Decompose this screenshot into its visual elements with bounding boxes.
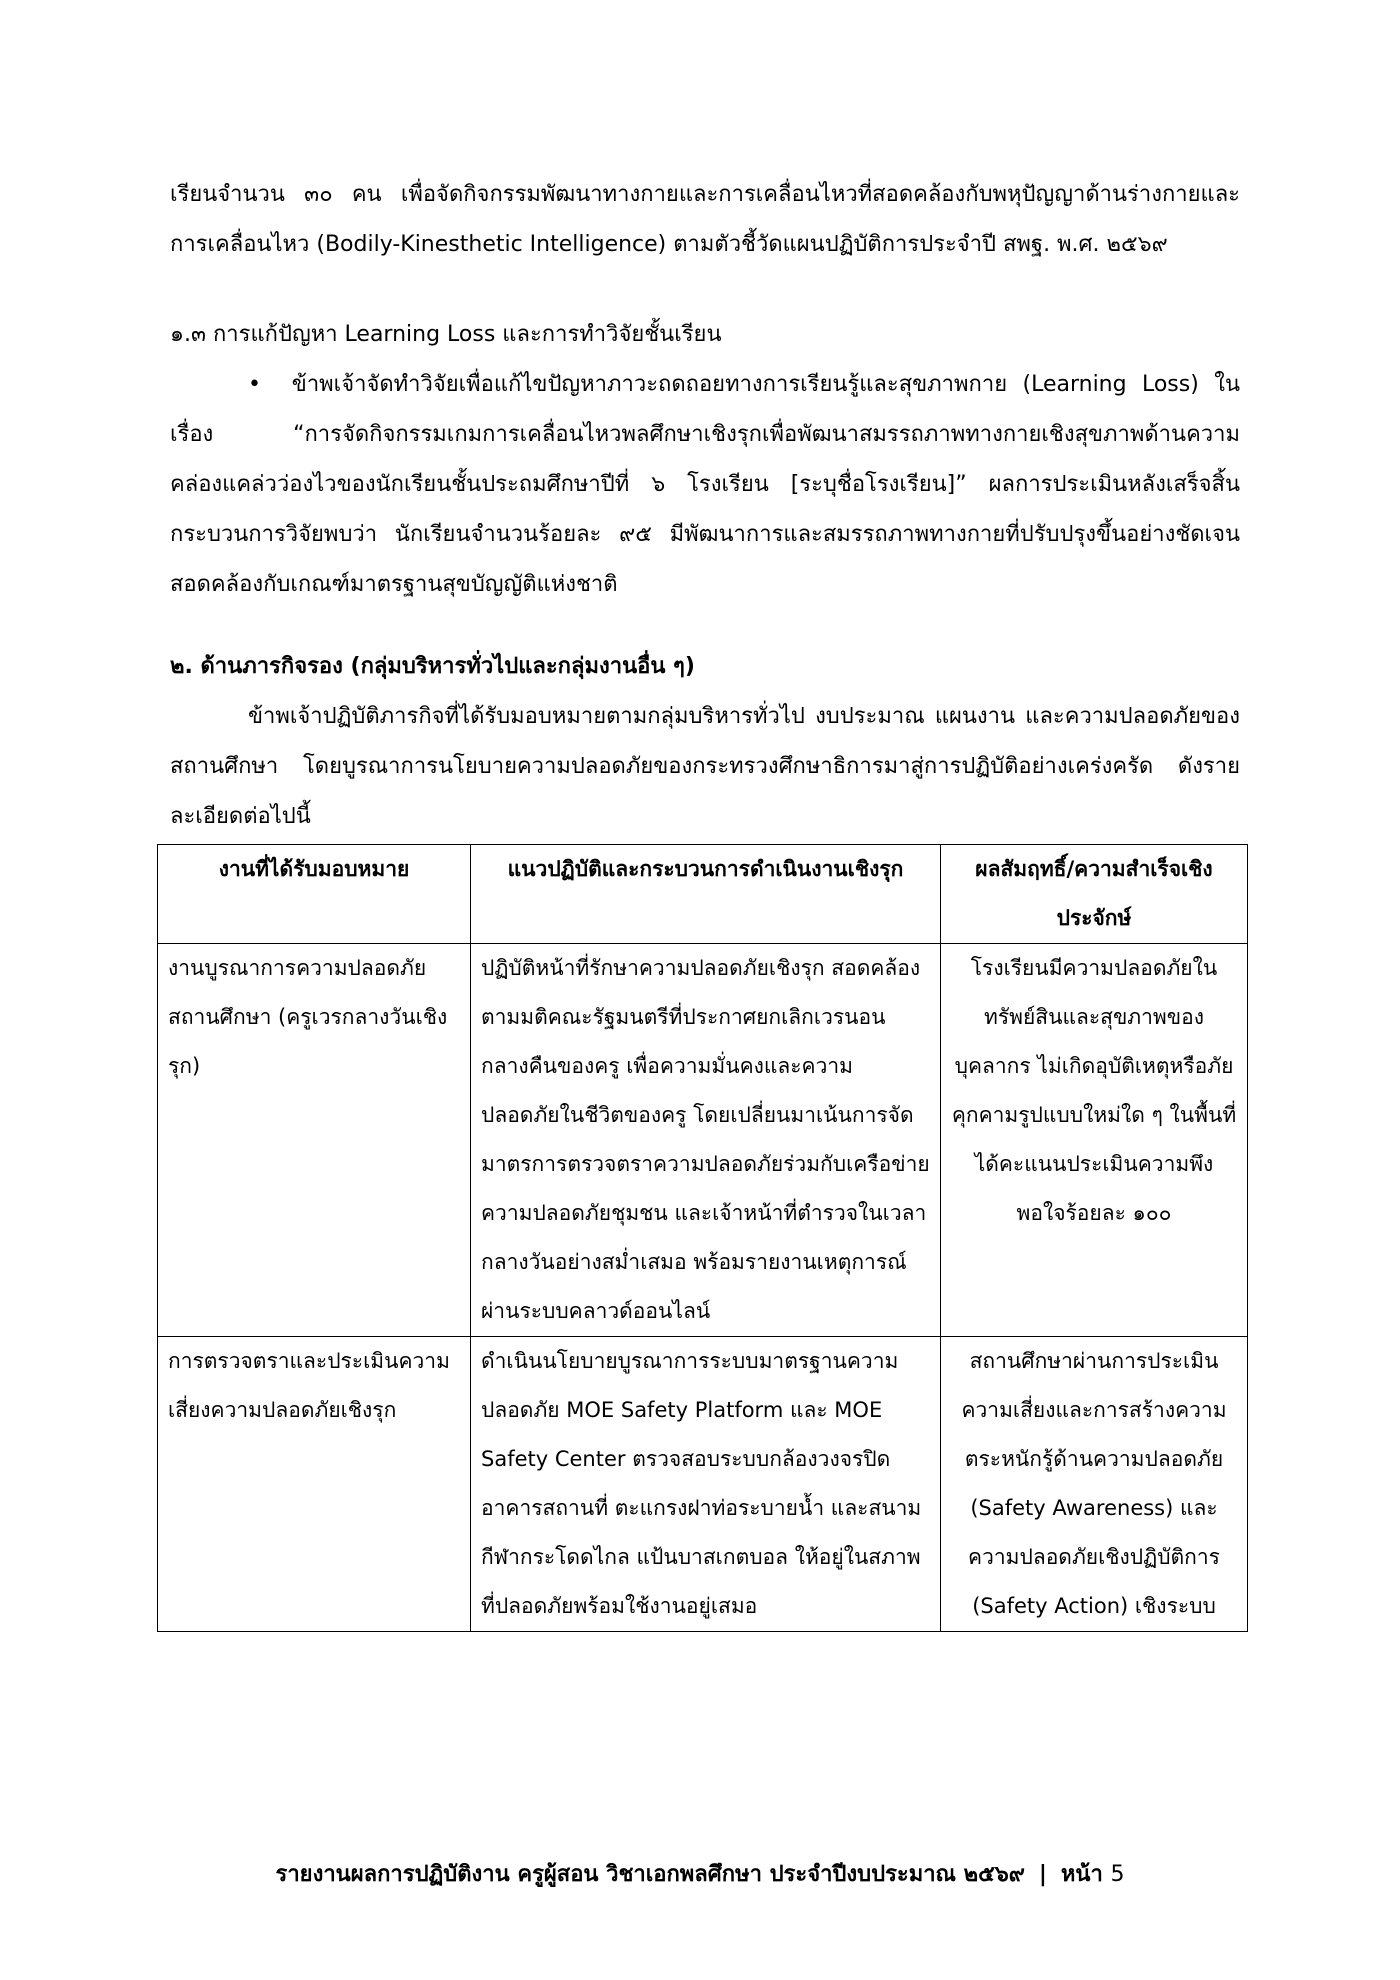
page-footer bbox=[0, 1856, 1400, 1891]
spacer bbox=[170, 610, 1240, 642]
cell-task: งานบูรณาการความปลอดภัยสถานศึกษา (ครูเวรกลางวันเชิงรุก) bbox=[158, 944, 471, 1337]
cell-result: โรงเรียนมีความปลอดภัยในทรัพย์สินและสุขภาพของบุคลากร ไม่เกิดอุบัติเหตุหรือภัยคุกคามรูปแบบใหม่ใด ๆ ในพื้นที่ ได้คะแนนประเมินความพึงพอใจร้อยละ ๑๐๐ bbox=[941, 944, 1248, 1337]
cell-process: ปฏิบัติหน้าที่รักษาความปลอดภัยเชิงรุก สอดคล้องตามมติคณะรัฐมนตรีที่ประกาศยกเลิกเวรนอนกลางคืนของครู เพื่อความมั่นคงและความปลอดภัยในชีวิตของครู โดยเปลี่ยนมาเน้นการจัดมาตรการตรวจตราความปลอดภัยร่วมกับเครือข่ายความปลอดภัยชุมชน และเจ้าหน้าที่ตำรวจในเวลากลางวันอย่างสม่ำเสมอ พร้อมรายงานเหตุการณ์ผ่านระบบคลาวด์ออนไลน์ bbox=[471, 944, 941, 1337]
page-number: 5 bbox=[1110, 1862, 1125, 1887]
section-1-3-text: ข้าพเจ้าจัดทำวิจัยเพื่อแก้ไขปัญหาภาวะถดถอยทางการเรียนรู้และสุขภาพกาย (Learning Loss) ในเรื่อง “การจัดกิจกรรมเกมการเคลื่อนไหวพลศึกษาเชิงรุกเพื่อพัฒนาสมรรถภาพทางกายเชิงสุขภาพด้านความคล่องแคล่วว่องไวของนักเรียนชั้นประถมศึกษาปีที่ ๖ โรงเรียน [ระบุชื่อโรงเรียน]” ผลการประเมินหลังเสร็จสิ้นกระบวนการวิจัยพบว่า นักเรียนจำนวนร้อยละ ๙๕ มีพัฒนาการและสมรรถภาพทางกายที่ปรับปรุงขึ้นอย่างชัดเจนสอดคล้องกับเกณฑ์มาตรฐานสุขบัญญัติแห่งชาติ bbox=[170, 372, 1240, 597]
section-1-3-title: ๑.๓ การแก้ปัญหา Learning Loss และการทำวิจัยชั้นเรียน bbox=[170, 322, 722, 347]
table-header-row bbox=[158, 845, 1248, 944]
column-header-task: งานที่ได้รับมอบหมาย bbox=[158, 845, 471, 944]
cell-task: การตรวจตราและประเมินความเสี่ยงความปลอดภัยเชิงรุก bbox=[158, 1337, 471, 1632]
table-row bbox=[158, 944, 1248, 1337]
section-2-title: ๒. ด้านภารกิจรอง (กลุ่มบริหารทั่วไปและกลุ่มงานอื่น ๆ) bbox=[170, 654, 695, 679]
page-label: หน้า bbox=[1060, 1862, 1103, 1887]
column-header-process: แนวปฏิบัติและกระบวนการดำเนินงานเชิงรุก bbox=[471, 845, 941, 944]
spacer bbox=[170, 270, 1240, 310]
section-2-paragraph: ข้าพเจ้าปฏิบัติภารกิจที่ได้รับมอบหมายตามกลุ่มบริหารทั่วไป งบประมาณ แผนงาน และความปลอดภัยของสถานศึกษา โดยบูรณาการนโยบายความปลอดภัยของกระทรวงศึกษาธิการมาสู่การปฏิบัติอย่างเคร่งครัด ดังรายละเอียดต่อไปนี้ bbox=[170, 704, 1240, 829]
footer-separator: | bbox=[1038, 1862, 1047, 1887]
bullet-icon: • bbox=[248, 372, 261, 397]
section-1-3-paragraph bbox=[170, 360, 1240, 610]
column-header-result: ผลสัมฤทธิ์/ความสำเร็จเชิงประจักษ์ bbox=[941, 845, 1248, 944]
footer-title: รายงานผลการปฏิบัติงาน ครูผู้สอน วิชาเอกพลศึกษา ประจำปีงบประมาณ ๒๕๖๙ bbox=[275, 1862, 1025, 1887]
cell-process: ดำเนินนโยบายบูรณาการระบบมาตรฐานความปลอดภัย MOE Safety Platform และ MOE Safety Center ตรวจสอบระบบกล้องวงจรปิด อาคารสถานที่ ตะแกรงฝาท่อระบายน้ำ และสนามกีฬากระโดดไกล แป้นบาสเกตบอล ให้อยู่ในสภาพที่ปลอดภัยพร้อมใช้งานอยู่เสมอ bbox=[471, 1337, 941, 1632]
tasks-table bbox=[157, 844, 1248, 1632]
cell-result: สถานศึกษาผ่านการประเมินความเสี่ยงและการสร้างความตระหนักรู้ด้านความปลอดภัย (Safety Awareness) และความปลอดภัยเชิงปฏิบัติการ (Safety Action) เชิงระบบ bbox=[941, 1337, 1248, 1632]
document-body bbox=[170, 170, 1240, 1632]
table-row bbox=[158, 1337, 1248, 1632]
intro-paragraph: เรียนจำนวน ๓๐ คน เพื่อจัดกิจกรรมพัฒนาทางกายและการเคลื่อนไหวที่สอดคล้องกับพหุปัญญาด้านร่างกายและการเคลื่อนไหว (Bodily-Kinesthetic Intelligence) ตามตัวชี้วัดแผนปฏิบัติการประจำปี สพฐ. พ.ศ. ๒๕๖๙ bbox=[170, 182, 1240, 257]
